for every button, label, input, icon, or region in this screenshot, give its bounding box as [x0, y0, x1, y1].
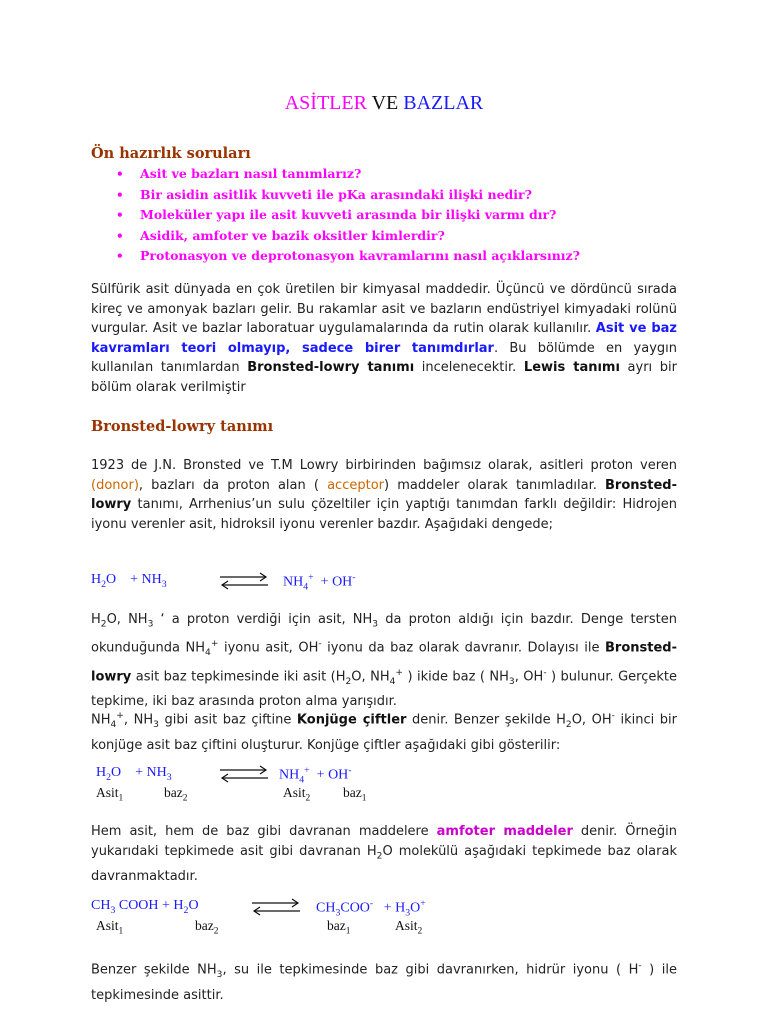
bullet-icon: •	[116, 167, 124, 181]
equation-2-right: $NH_4^+ + OH^-$	[279, 765, 352, 786]
bullet-icon: •	[116, 208, 124, 223]
list-item: • Asit ve bazları nasıl tanımlarız?	[91, 164, 580, 185]
list-item: • Moleküler yapı ile asit kuvveti arasında bir ilişki varmı dır?	[91, 205, 580, 226]
prep-questions-heading: Ön hazırlık soruları	[91, 145, 251, 162]
bronsted-heading: Bronsted-lowry tanımı	[91, 418, 274, 435]
equation-1-right: $NH_4^+ + OH^-$	[283, 572, 356, 593]
amphoteric-paragraph: Hem asit, hem de baz gibi davranan maddelere amfoter maddeler denir. Örneğin yukarıdaki tepkimede asit gibi davranan $H_2O$ molekülü aşağıdaki tepkimede baz olarak davranmaktadır.	[91, 824, 677, 884]
label-baz1: baz$_1$	[343, 785, 367, 804]
label-asit2: Asit$_2$	[283, 785, 311, 804]
bullet-icon: •	[116, 228, 124, 243]
list-item: • Bir asidin asitlik kuvveti ile pKa arasındaki ilişki nedir?	[91, 185, 580, 206]
page-title	[0, 92, 768, 115]
equilibrium-arrows-icon	[218, 765, 270, 783]
title-ve: VE	[371, 92, 399, 114]
label-baz2: baz$_2$	[164, 785, 188, 804]
equation-1-left: $H_2O$ + $NH_3$	[91, 572, 167, 590]
list-item: • Asidik, amfoter ve bazik oksitler kimlerdir?	[91, 226, 580, 247]
label-asit2: Asit$_2$	[395, 918, 423, 937]
equation-3-right: $CH_3COO^-$ + $H_3O^+$	[316, 898, 426, 919]
prep-questions-list	[91, 164, 580, 267]
intro-paragraph: Sülfürik asit dünyada en çok üretilen bir kimyasal maddedir. Üçüncü ve dördüncü sırada kireç ve amonyak bazları gelir. Bu rakamlar asit ve bazların endüstriyel kimyadaki rolünü vurgular. Asit ve bazlar laboratuar uygulamalarında da rutin olarak kullanılır. Asit ve baz kavramları teori olmayıp, sadece birer tanımdırlar. Bu bölümde en yaygın kullanılan tanımlardan Bronsted-lowry tanımı incelenecektir. Lewis tanımı ayrı bir bölüm olarak verilmiştir	[91, 282, 678, 395]
label-asit1: Asit$_1$	[96, 785, 124, 804]
title-bazlar: BAZLAR	[403, 92, 484, 114]
equation-2-left: $H_2O$ + $NH_3$	[96, 765, 172, 783]
hydride-paragraph: Benzer şekilde $NH_3$, su ile tepkimesinde baz gibi davranırken, hidrür iyonu ( H- ) ile tepkimesinde asittir.	[91, 961, 678, 1003]
conjugate-paragraph: $NH_4^+$, $NH_3$ gibi asit baz çiftine Konjüge çiftler denir. Benzer şekilde $H_2O$, OH- ikinci bir konjüge asit baz çiftini oluşturur. Konjüge çiftler aşağıdaki gibi gösterilir:	[91, 711, 677, 753]
equation-3-left: $CH_3$ COOH + $H_2O$	[91, 898, 199, 916]
title-asitler: ASİTLER	[284, 92, 367, 114]
list-item: • Protonasyon ve deprotonasyon kavramlarını nasıl açıklarsınız?	[91, 246, 580, 267]
bullet-icon: •	[116, 249, 124, 264]
definition-highlight: Asit ve baz kavramları teori olmayıp, sadece birer tanımdırlar	[91, 321, 677, 356]
equilibrium-arrows-icon	[250, 898, 302, 916]
label-asit1: Asit$_1$	[96, 918, 124, 937]
equilibrium-arrows-icon	[218, 572, 270, 590]
label-baz1: baz$_1$	[327, 918, 351, 937]
explanation-paragraph: $H_2O$, $NH_3$ ‘ a proton verdiği için asit, $NH_3$ da proton aldığı için bazdır. Denge tersten okunduğunda $NH_4^+$ iyonu asit, OH- iyonu da baz olarak davranır. Dolayısı ile Bronsted-lowry asit baz tepkimesinde iki asit ($H_2O$, $NH_4^+$ ) ikide baz ( $NH_3$, OH- ) bulunur. Gerçekte tepkime, iki baz arasında proton alma yarışıdır.	[91, 612, 678, 710]
amphoteric-highlight: amfoter maddeler	[436, 824, 573, 839]
bronsted-paragraph: 1923 de J.N. Bronsted ve T.M Lowry birbirinden bağımsız olarak, asitleri proton veren (donor), bazları da proton alan ( acceptor) maddeler olarak tanımladılar. Bronsted-lowry tanımı, Arrhenius’un sulu çözeltiler için yaptığı tanımdan farklı değildir: Hidrojen iyonu verenler asit, hidroksil iyonu verenler bazdır. Aşağıdaki dengede;	[91, 458, 677, 532]
bullet-icon: •	[116, 187, 124, 202]
label-baz2: baz$_2$	[195, 918, 219, 937]
